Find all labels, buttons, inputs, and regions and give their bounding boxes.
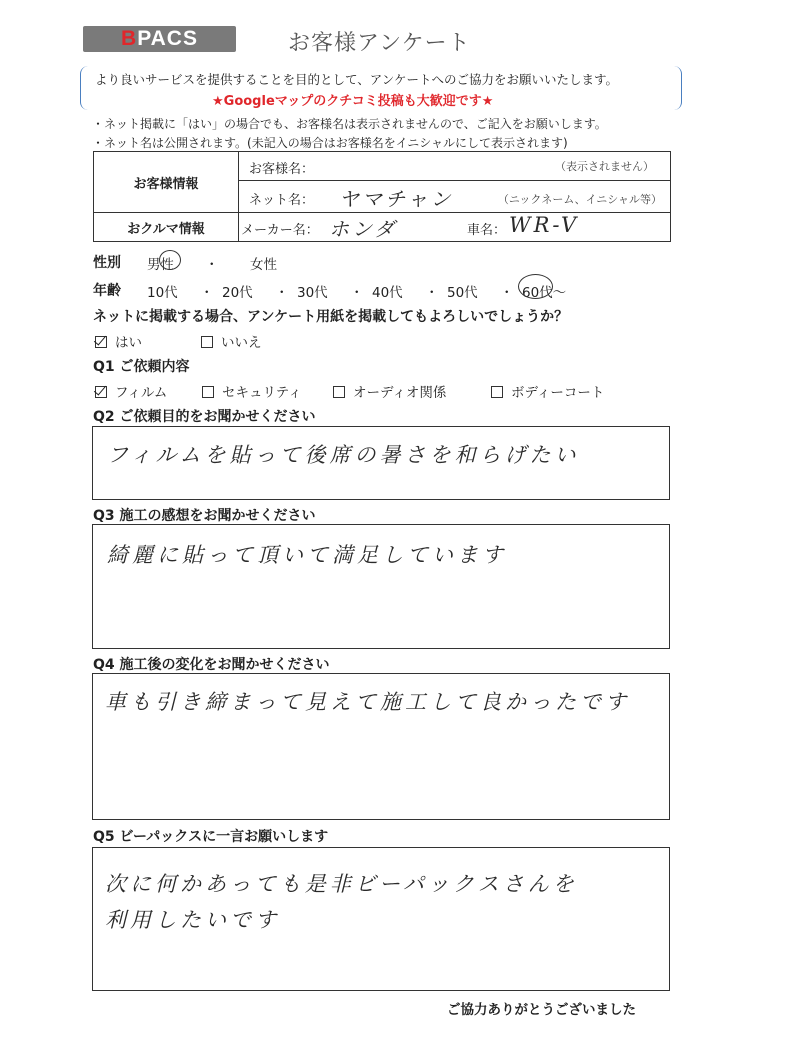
publish-no-checkbox[interactable] [201,336,213,348]
separator-dot: ・ [205,257,219,273]
maker-label: メーカー名： [241,223,319,238]
q2-answer-box[interactable] [92,426,670,500]
q1-body-coat-checkbox[interactable] [491,386,503,398]
q5-answer-line1: 次に何かあっても是非ビーパックスさんを [105,872,578,896]
google-review-promo: ★Googleマップのクチコミ投稿も大歓迎です★ [212,94,494,109]
q5-answer-line2: 利用したいです [105,908,280,932]
age-label: 年齢 [93,283,121,299]
q4-answer-text: 車も引き締まって見えて施工して良かったです [105,690,630,714]
q3-title: Q3 施工の感想をお聞かせください [93,508,316,524]
publish-yes-option[interactable] [95,331,142,351]
bpacs-logo [83,26,236,52]
q4-answer-box[interactable] [92,673,670,820]
q5-title: Q5 ビーパックスに一言お願いします [93,829,329,845]
q2-answer-text: フィルムを貼って後席の暑さを和らげたい [107,443,580,467]
q1-security-text: セキュリティ [222,385,302,401]
gender-selection-circle [159,250,181,270]
q4-title: Q4 施工後の変化をお聞かせください [93,657,330,673]
customer-name-label: お客様名： [249,162,315,177]
age-option-50s[interactable]: 50代 [447,285,478,301]
logo-prefix: B [121,27,138,50]
note-net-name-public: ・ネット名は公開されます。(未記入の場合はお客様名をイニシャルにして表示されます) [92,136,568,150]
logo-rest: PACS [137,27,198,50]
footer-thanks: ご協力ありがとうございました [447,1002,636,1018]
customer-name-hint: （表示されません） [555,160,654,173]
age-option-40s[interactable]: 40代 [372,285,403,301]
publish-question: ネットに掲載する場合、アンケート用紙を掲載してもよろしいでしょうか？ [93,309,569,325]
gender-male-text: 男性 [147,257,174,273]
net-name-hint: （ニックネーム、イニシャル等） [497,193,662,206]
age-option-60s-plus[interactable]: 60代～ [522,285,567,301]
age-sep-2: ・ [275,285,289,301]
age-sep-4: ・ [425,285,439,301]
net-name-label: ネット名： [249,193,315,208]
gender-female-text: 女性 [250,257,277,273]
q1-security-checkbox[interactable] [202,386,214,398]
gender-female-option[interactable] [250,253,277,273]
page-title: お客様アンケート [288,31,471,56]
car-info-label: おクルマ情報 [94,213,239,242]
q5-answer-box[interactable] [92,847,670,991]
publish-yes-text: はい [115,335,142,351]
q1-film-checkbox[interactable] [95,386,107,398]
q3-answer-text: 綺麗に貼って頂いて満足しています [107,543,507,567]
publish-no-option[interactable] [201,331,262,351]
car-name-field[interactable]: WR-V [509,213,580,237]
q1-option-body-coat[interactable] [491,381,604,401]
q1-audio-checkbox[interactable] [333,386,345,398]
q2-title: Q2 ご依頼目的をお聞かせください [93,409,316,425]
q1-audio-text: オーディオ関係 [353,385,447,401]
maker-field[interactable]: ホンダ [329,217,398,241]
age-option-20s[interactable]: 20代 [222,285,253,301]
age-option-30s[interactable]: 30代 [297,285,328,301]
age-sep-5: ・ [500,285,514,301]
q3-answer-box[interactable] [92,524,670,649]
q1-title: Q1 ご依頼内容 [93,359,190,375]
publish-no-text: いいえ [221,335,262,351]
age-sep-3: ・ [350,285,364,301]
net-name-field[interactable]: ヤマチャン [339,187,454,211]
publish-yes-checkbox[interactable] [95,336,107,348]
note-net-listing: ・ネット掲載に「はい」の場合でも、お客様名は表示されませんので、ご記入をお願いします。 [92,117,607,131]
info-table [93,151,671,242]
car-name-label: 車名： [467,223,507,238]
age-option-10s[interactable]: 10代 [147,285,178,301]
q1-option-audio[interactable] [333,381,446,401]
q1-option-security[interactable] [202,381,302,401]
q1-body-coat-text: ボディーコート [511,385,605,401]
q1-option-film[interactable] [95,381,167,401]
customer-info-label: お客様情報 [94,152,239,213]
age-sep-1: ・ [200,285,214,301]
intro-text: より良いサービスを提供することを目的として、アンケートへのご協力をお願いいたします。 [95,72,619,87]
gender-label: 性別 [93,255,121,271]
age-selection-circle [518,274,553,299]
q1-film-text: フィルム [115,385,168,401]
